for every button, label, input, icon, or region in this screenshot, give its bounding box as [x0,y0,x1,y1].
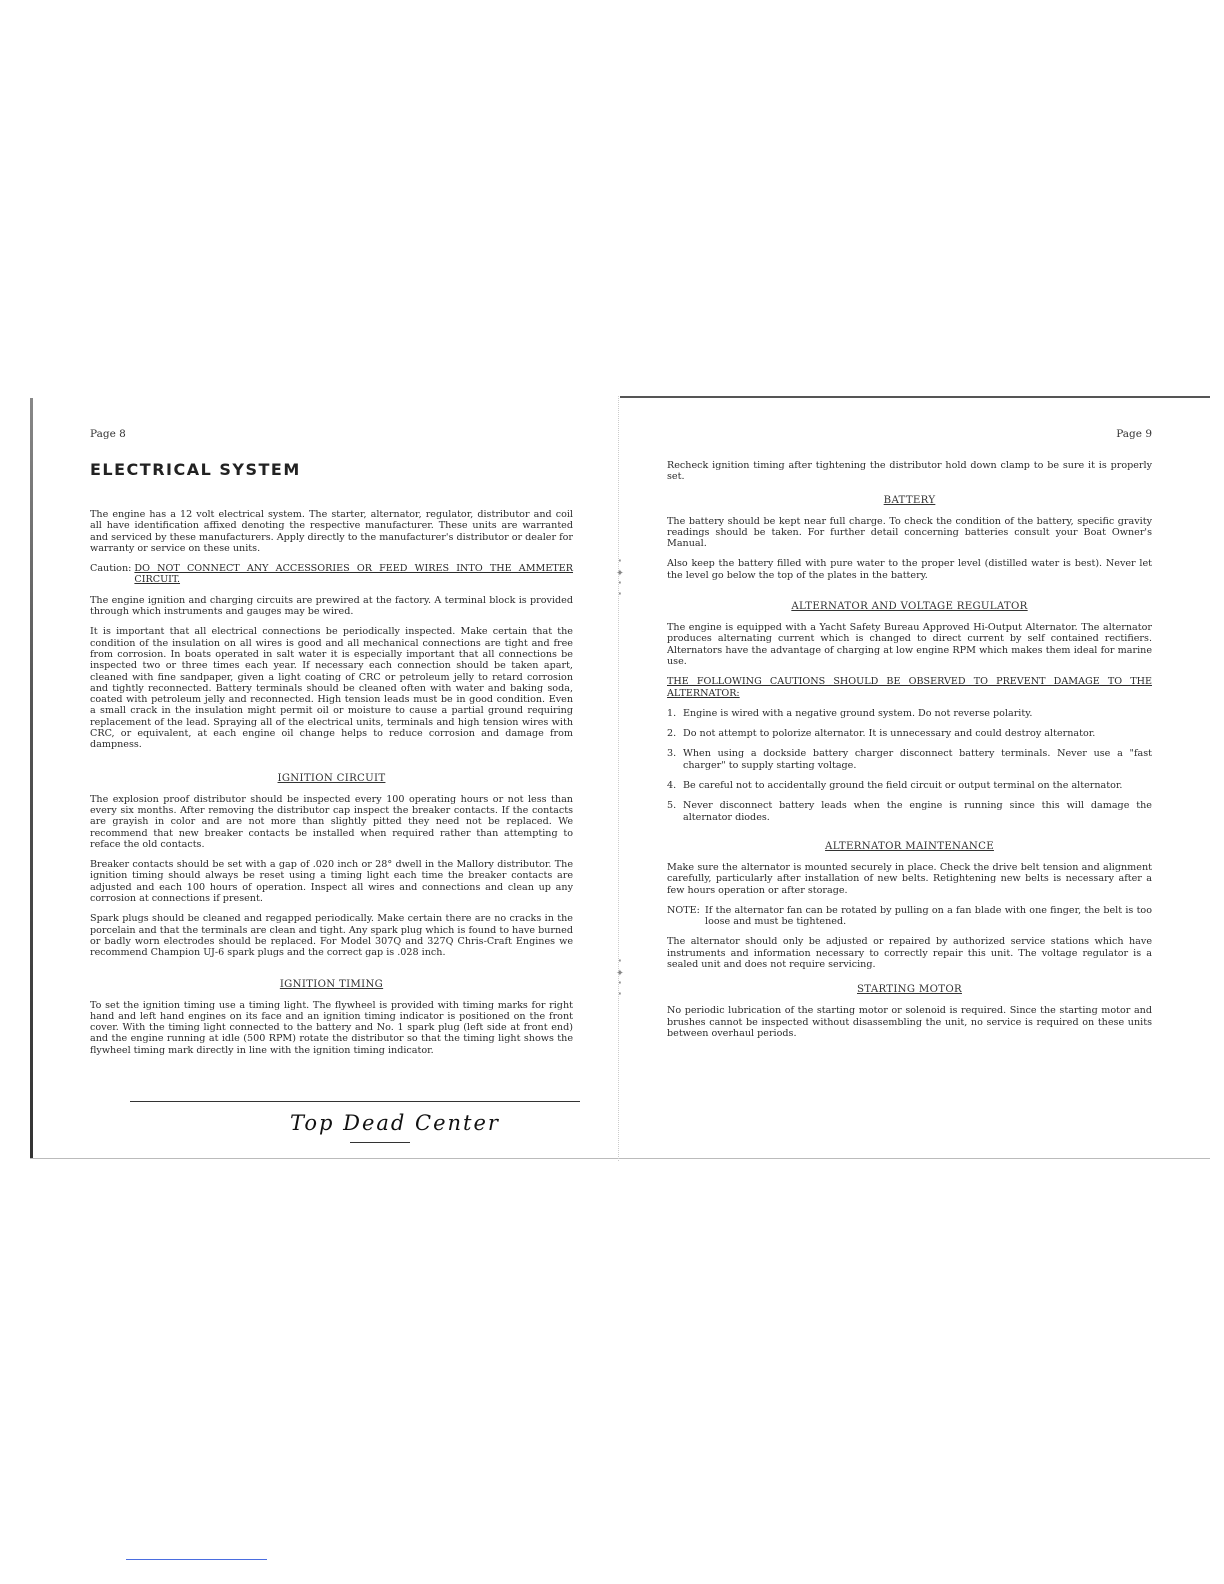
list-item-number: 4. [667,780,677,792]
maintenance-note [667,905,1152,928]
alternator-cautions-list [667,708,1152,823]
list-item [667,780,1152,791]
caution-paragraph [90,563,573,586]
list-item-number: 5. [667,800,677,812]
page-number-left: Page 8 [90,428,126,440]
left-page-content [90,460,573,1065]
battery-p1: The battery should be kept near full charge. To check the condition of the battery, specific gravity readings should be taken. For further detail concerning batteries consult your Boat Owner's Manual. [667,515,1152,550]
maintenance-heading: ALTERNATOR MAINTENANCE [825,840,994,852]
binding-mark-bottom: · ✦ · · [616,954,624,1002]
scan-left-edge [30,398,33,1158]
alternator-cautions-heading: THE FOLLOWING CAUTIONS SHOULD BE OBSERVED TO PREVENT DAMAGE TO THE ALTERNATOR: [667,676,1152,699]
inspection-paragraph: It is important that all electrical connections be periodically inspected. Make certain that the condition of the insulation on all wires is good and all mechanical connections are tight and free from corrosion. In boats operated in salt water it is especially important that all connections be inspected two or three times each year. If necessary each connection should be taken apart, cleaned with fine sandpaper, given a light coating of CRC or petroleum jelly to retard corrosion and tightly reconnected. Battery terminals should be cleaned often with water and baking soda, coated with petroleum jelly and reconnected. High tension leads must be in good condition. Even a small crack in the insulation might permit oil or moisture to cause a partial ground requiring replacement of the lead. Spraying all of the electrical units, terminals and high tension wires with CRC, or equivalent, at each engine oil change helps to reduce corrosion and damage from dampness. [90,626,573,751]
ignition-circuit-p2: Breaker contacts should be set with a gap of .020 inch or 28° dwell in the Mallory distributor. The ignition timing should always be reset using a timing light each time the breaker contacts are adjusted and each 100 hours of operation. Inspect all wires and connections and clean up any corrosion at connections if present. [90,859,573,905]
alternator-p1: The engine is equipped with a Yacht Safety Bureau Approved Hi-Output Alternator. The alternator produces alternating current which is changed to direct current by self contained rectifiers. Alternators have the advantage of charging at low engine RPM which makes them ideal for marine use. [667,622,1152,667]
right-page-content [667,460,1152,1048]
note-text: If the alternator fan can be rotated by pulling on a fan blade with one finger, the belt is too loose and must be tightened. [705,904,1152,928]
scanned-spread [30,396,1210,1166]
list-item-text: Be careful not to accidentally ground the field circuit or output terminal on the alternator. [683,780,1123,792]
ignition-timing-p1: To set the ignition timing use a timing light. The flywheel is provided with timing marks for right hand and left hand engines on its face and an ignition timing indicator is positioned on the front cover. With the timing light connected to the battery and No. 1 spark plug (left side at front end) and the engine running at idle (500 RPM) rotate the distributor so that the timing light shows the flywheel timing mark directly in line with the ignition timing indicator. [90,999,573,1056]
scan-top-edge [620,396,1210,398]
list-item-number: 2. [667,728,677,740]
prewired-paragraph: The engine ignition and charging circuits are prewired at the factory. A terminal block is provided through which instruments and gauges may be wired. [90,594,573,618]
list-item-number: 1. [667,707,677,719]
starting-motor-heading: STARTING MOTOR [857,984,962,996]
list-item-text: When using a dockside battery charger disconnect battery terminals. Never use a "fast charger" to supply starting voltage. [683,748,1152,771]
list-item-text: Engine is wired with a negative ground system. Do not reverse polarity. [683,707,1033,719]
pen-stroke [130,1101,580,1102]
handwritten-underline [350,1142,410,1143]
battery-heading: BATTERY [883,494,936,506]
list-item-text: Do not attempt to polorize alternator. It is unnecessary and could destroy alternator. [683,728,1096,740]
starting-motor-p1: No periodic lubrication of the starting motor or solenoid is required. Since the starting motor and brushes cannot be inspected without disassembling the unit, no service is required on these units between overhaul periods. [667,1005,1152,1039]
intro-paragraph: The engine has a 12 volt electrical system. The starter, alternator, regulator, distributor and coil all have identification affixed denoting the respective manufacturer. These units are warranted and serviced by these manufacturers. Apply directly to the manufacturer's distributor or dealer for warranty or service on these units. [90,509,573,554]
list-item-number: 3. [667,748,677,760]
page-number-right: Page 9 [1116,428,1152,440]
page-gutter [618,396,629,1161]
section-title: ELECTRICAL SYSTEM [90,460,301,479]
list-item [667,748,1152,771]
list-item [667,800,1152,823]
ignition-circuit-p3: Spark plugs should be cleaned and regapped periodically. Make certain there are no cracks in the porcelain and that the terminals are clean and tight. Any spark plug which is found to have burned or badly worn electrodes should be replaced. For Model 307Q and 327Q Chris-Craft Engines we recommend Champion UJ-6 spark plugs and the correct gap is .028 inch. [90,913,573,959]
caution-label: Caution: [90,563,135,575]
note-label: NOTE: [667,904,700,916]
maintenance-p1: Make sure the alternator is mounted securely in place. Check the drive belt tension and alignment carefully, particularly after installation of new belts. Retightening new belts is necessary after a few hours operation or after storage. [667,861,1152,896]
maintenance-p2: The alternator should only be adjusted or repaired by authorized service stations which have instruments and information necessary to correctly repair this unit. The voltage regulator is a sealed unit and does not require servicing. [667,936,1152,971]
recheck-paragraph: Recheck ignition timing after tightening the distributor hold down clamp to be sure it is properly set. [667,460,1152,483]
binding-mark-top: · ✦ · · [616,554,624,602]
ignition-timing-heading: IGNITION TIMING [279,978,384,990]
list-item-text: Never disconnect battery leads when the engine is running since this will damage the alternator diodes. [683,800,1152,823]
blue-underline-mark [126,1559,267,1560]
handwritten-note: Top Dead Center [290,1111,500,1135]
ignition-circuit-heading: IGNITION CIRCUIT [277,772,386,784]
list-item [667,708,1152,719]
caution-text: DO NOT CONNECT ANY ACCESSORIES OR FEED WIRES INTO THE AMMETER CIRCUIT. [134,563,573,586]
alternator-heading: ALTERNATOR AND VOLTAGE REGULATOR [791,601,1028,613]
list-item [667,728,1152,739]
battery-p2: Also keep the battery filled with pure water to the proper level (distilled water is best). Never let the level go below the top of the plates in the battery. [667,558,1152,581]
ignition-circuit-p1: The explosion proof distributor should be inspected every 100 operating hours or not less than every six months. After removing the distributor cap inspect the breaker contacts. If the contacts are grayish in color and are not more than slightly pitted they need not be replaced. We recommend that new breaker contacts be installed when required rather than attempting to reface the old contacts. [90,793,573,850]
